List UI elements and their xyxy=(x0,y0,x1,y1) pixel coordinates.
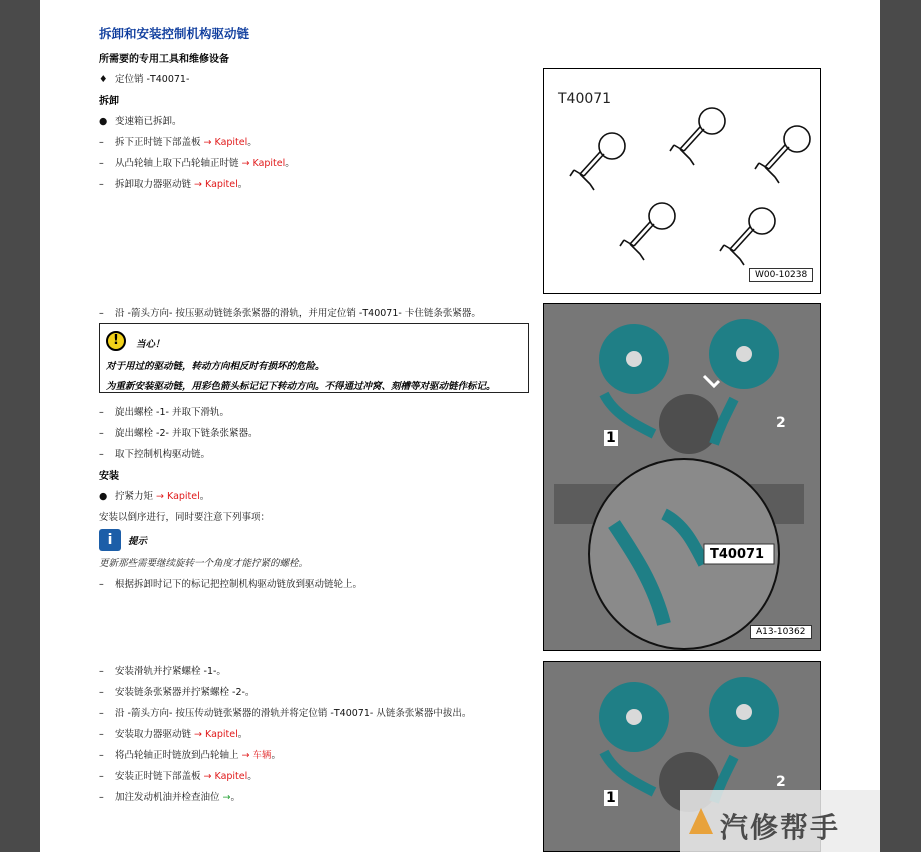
step-text: 取下控制机构驱动链。 xyxy=(115,449,211,460)
link-label: Kapitel xyxy=(205,729,238,740)
install-step xyxy=(99,705,471,719)
removal-heading: 拆卸 xyxy=(99,96,119,107)
kapitel-link[interactable] xyxy=(194,729,238,740)
step-text: 旋出螺栓 -1- 并取下滑轨。 xyxy=(115,407,229,418)
dash-marker: – xyxy=(99,308,104,319)
dash-marker: – xyxy=(99,179,104,190)
arrow-icon: → xyxy=(156,491,164,502)
watermark-text: 汽修帮手 xyxy=(720,811,841,844)
link-label: Kapitel xyxy=(167,491,200,502)
removal-step xyxy=(99,176,247,190)
removal-step xyxy=(99,446,210,460)
caution-line: 对于用过的驱动链，转动方向相反时有损坏的危险。 xyxy=(106,361,325,372)
install-step xyxy=(99,726,247,740)
dash-marker: – xyxy=(99,158,104,169)
link-label: Kapitel xyxy=(252,158,286,169)
figure-code: A13-10362 xyxy=(750,625,812,639)
step-end: 。 xyxy=(237,179,248,190)
step-text: 拆卸取力器驱动链 xyxy=(115,179,195,190)
step-text: 将凸轮轴正时链放到凸轮轴上 xyxy=(115,750,242,761)
removal-step xyxy=(99,134,257,148)
dash-marker: – xyxy=(99,428,104,439)
kapitel-link[interactable] xyxy=(204,771,248,782)
step-end: 。 xyxy=(199,491,210,502)
exclamation-icon: ! xyxy=(106,331,126,351)
dash-marker: – xyxy=(99,666,104,677)
page-title: 拆卸和安装控制机构驱动链 xyxy=(99,26,250,41)
install-intro: 安装以倒序进行，同时要注意下列事项： xyxy=(99,512,271,523)
locating-pins-drawing xyxy=(544,69,820,293)
tools-heading: 所需要的专用工具和维修设备 xyxy=(99,54,229,65)
step-text: 安装链条张紧器并拧紧螺栓 -2-。 xyxy=(115,687,255,698)
step-text: 安装滑轨并拧紧螺栓 -1-。 xyxy=(115,666,226,677)
removal-step xyxy=(99,113,182,127)
link-label: Kapitel xyxy=(214,771,248,782)
caution-box xyxy=(99,323,529,393)
arrow-icon: → xyxy=(241,750,250,761)
step-text: 从凸轮轴上取下凸轮轴正时链 xyxy=(115,158,242,169)
note-heading: 提示 xyxy=(128,536,148,547)
tool-text: 定位销 -T40071- xyxy=(115,74,190,85)
caution-line: 为重新安装驱动链，用彩色箭头标记记下转动方向。不得通过冲窝、刻槽等对驱动链作标记。 xyxy=(106,381,496,392)
bullet-marker: ● xyxy=(99,491,108,502)
kapitel-link[interactable] xyxy=(204,137,248,148)
tool-item xyxy=(99,71,189,85)
callout-2: 2 xyxy=(776,774,786,790)
step-end: 。 xyxy=(271,750,282,761)
arrow-icon: → xyxy=(194,729,202,740)
callout-2: 2 xyxy=(776,415,786,431)
bullet-marker: ● xyxy=(99,116,108,127)
step-end: 。 xyxy=(247,137,257,148)
callout-1: 1 xyxy=(606,790,616,806)
arrow-icon: → xyxy=(203,771,212,782)
step-text: 旋出螺栓 -2- 并取下链条张紧器。 xyxy=(115,428,258,439)
install-step xyxy=(99,663,226,677)
step-text: 加注发动机油并检查油位 xyxy=(115,792,223,803)
step-text: 拆下正时链下部盖板 xyxy=(115,137,204,148)
figure-timing-chain-removal xyxy=(543,303,821,651)
install-step xyxy=(99,576,362,590)
install-torque xyxy=(99,488,209,502)
oil-link-arrow[interactable]: → xyxy=(222,792,231,803)
manual-page xyxy=(40,0,880,852)
install-step xyxy=(99,768,257,782)
engine-drawing xyxy=(544,304,820,650)
removal-step xyxy=(99,155,295,169)
step-end: 。 xyxy=(285,158,295,169)
removal-step xyxy=(99,425,257,439)
dash-marker: – xyxy=(99,708,104,719)
figure-locating-pins xyxy=(543,68,821,294)
dash-marker: – xyxy=(99,771,104,782)
kapitel-link[interactable] xyxy=(242,158,286,169)
figure-tool-label: T40071 xyxy=(558,91,612,107)
link-label: Kapitel xyxy=(205,179,238,190)
press-step xyxy=(99,305,481,319)
bullet-marker: ♦ xyxy=(99,74,108,85)
dash-marker: – xyxy=(99,792,104,803)
kapitel-link[interactable] xyxy=(156,491,200,502)
arrow-icon: → xyxy=(241,158,250,169)
dash-marker: – xyxy=(99,729,104,740)
callout-1: 1 xyxy=(606,430,616,446)
vehicle-link[interactable] xyxy=(242,750,272,761)
step-end: 。 xyxy=(237,729,248,740)
step-text: 沿 -箭头方向- 按压驱动链链条张紧器的滑轨，并用定位销 -T40071- 卡住链条张紧器。 xyxy=(115,308,481,319)
step-text: 沿 -箭头方向- 按压传动链张紧器的滑轨并将定位销 -T40071- 从链条张紧器中拔出。 xyxy=(115,708,472,719)
kapitel-link[interactable] xyxy=(194,179,238,190)
caution-heading: 当心！ xyxy=(136,339,165,350)
install-step xyxy=(99,789,240,803)
step-text: 安装正时链下部盖板 xyxy=(115,771,204,782)
note-text: 更新那些需要继续旋转一个角度才能拧紧的螺栓。 xyxy=(99,558,309,569)
step-end: 。 xyxy=(247,771,257,782)
dash-marker: – xyxy=(99,750,104,761)
removal-step xyxy=(99,404,229,418)
figure-code: W00-10238 xyxy=(749,268,813,282)
tool-callout: T40071 xyxy=(710,547,765,562)
dash-marker: – xyxy=(99,579,104,590)
arrow-icon: → xyxy=(194,179,202,190)
watermark xyxy=(680,790,880,852)
link-label: 车辆 xyxy=(252,750,272,761)
step-text: 根据拆卸时记下的标记把控制机构驱动链放到驱动链轮上。 xyxy=(115,579,363,590)
watermark-logo-icon xyxy=(686,804,716,838)
step-text: 安装取力器驱动链 xyxy=(115,729,195,740)
arrow-icon: → xyxy=(203,137,212,148)
dash-marker: – xyxy=(99,687,104,698)
info-icon: i xyxy=(99,529,121,551)
dash-marker: – xyxy=(99,449,104,460)
install-step xyxy=(99,684,254,698)
install-heading: 安装 xyxy=(99,471,119,482)
dash-marker: – xyxy=(99,137,104,148)
dash-marker: – xyxy=(99,407,104,418)
step-text: 变速箱已拆卸。 xyxy=(115,116,182,127)
step-end: 。 xyxy=(230,792,241,803)
step-text: 拧紧力矩 xyxy=(115,491,157,502)
link-label: Kapitel xyxy=(214,137,248,148)
install-step xyxy=(99,747,281,761)
